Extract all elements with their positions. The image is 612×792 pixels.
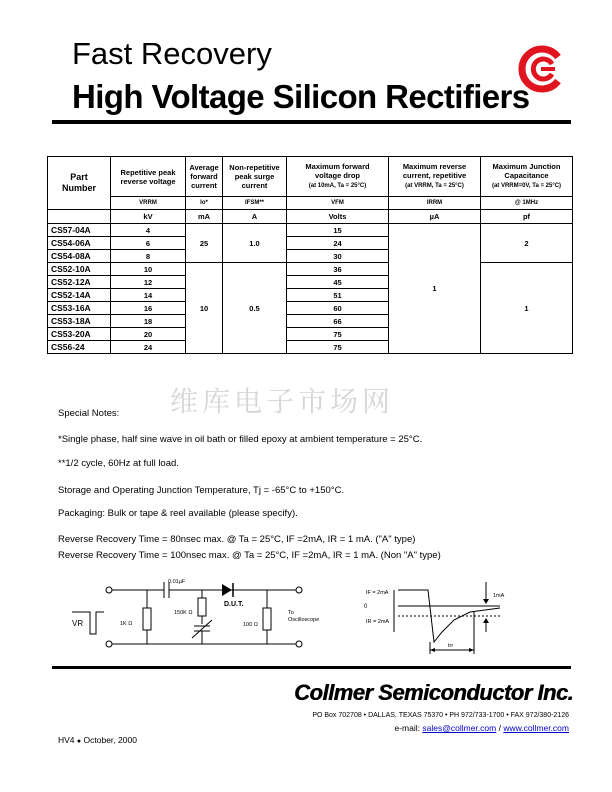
watermark: 维库电子市场网 — [170, 385, 395, 418]
unit-a: A — [223, 210, 287, 224]
cap-label: 0.01µF — [168, 579, 186, 585]
if-label: IF = 2mA — [366, 590, 389, 596]
unit-ua: µA — [389, 210, 481, 224]
note-rr-a: Reverse Recovery Time = 80nsec max. @ Ta = 25°C, IF =2mA, IR = 1 mA. ("A" type) — [58, 534, 416, 545]
cap-group-a: 2 — [481, 224, 573, 263]
r1-label: 1K Ω — [120, 621, 133, 627]
recovery-waveform — [362, 576, 522, 658]
io-group-a: 25 — [186, 224, 223, 263]
sym-vrrm: VRRM — [111, 197, 186, 210]
header-vf: Maximum forward voltage drop (at 10mA, Ta = 25°C) — [287, 157, 389, 197]
ifsm-group-a: 1.0 — [223, 224, 287, 263]
table-row: CS52-14A 14 51 — [48, 289, 573, 302]
table-row: CS53-18A 18 66 — [48, 315, 573, 328]
unit-ma: mA — [186, 210, 223, 224]
company-name: Collmer Semiconductor Inc. — [294, 680, 574, 705]
table-row: CS53-20A 20 75 — [48, 328, 573, 341]
table-row: CS52-12A 12 45 — [48, 276, 573, 289]
zero-label: 0 — [364, 604, 368, 610]
ir-label: IR = 2mA — [366, 619, 390, 625]
title-line-1: Fast Recovery — [72, 36, 272, 71]
table-row: CS57-04A 4 25 1.0 15 1 2 — [48, 224, 573, 237]
header-cap: Maximum Junction Capacitance (at VRRM=0V, Ta = 25°C) — [481, 157, 573, 197]
header-surge: Non-repetitive peak surge current — [223, 157, 287, 197]
header-part: Part Number — [48, 157, 111, 210]
note-2: **1/2 cycle, 60Hz at full load. — [58, 458, 179, 469]
sym-cap: @ 1MHz — [481, 197, 573, 210]
header-rev-voltage: Repetitive peak reverse voltage — [111, 157, 186, 197]
contact-separator: / — [498, 723, 501, 733]
doc-date: October, 2000 — [83, 735, 137, 745]
table-row: CS53-16A 16 60 — [48, 302, 573, 315]
title-line-2: High Voltage Silicon Rectifiers — [72, 78, 530, 115]
unit-pf: pf — [481, 210, 573, 224]
company-address: PO Box 702708 • DALLAS, TEXAS 75370 • PH 972/733-1700 • FAX 972/380-2126 — [312, 712, 569, 719]
header-avg-current: Average forward current — [186, 157, 223, 197]
io-group-b: 10 — [186, 263, 223, 354]
header-ir: Maximum reverse current, repetitive (at VRRM, Ta = 25°C) — [389, 157, 481, 197]
unit-volts: Volts — [287, 210, 389, 224]
table-row: CS52-10A 10 10 0.5 36 1 — [48, 263, 573, 276]
unit-kv: kV — [111, 210, 186, 224]
note-packaging: Packaging: Bulk or tape & reel available (please specify). — [58, 508, 298, 519]
trr-label: trr — [448, 643, 454, 649]
ir-all: 1 — [389, 224, 481, 354]
website-link[interactable]: www.collmer.com — [503, 723, 569, 733]
contact-line — [395, 723, 570, 733]
note-temp: Storage and Operating Junction Temperature, Tj = -65°C to +150°C. — [58, 485, 345, 496]
sym-io: Io* — [186, 197, 223, 210]
collmer-logo-icon — [517, 44, 567, 94]
cap-group-b: 1 — [481, 263, 573, 354]
notes-heading: Special Notes: — [58, 408, 120, 419]
document-footer — [58, 735, 137, 745]
sym-ifsm: IFSM** — [223, 197, 287, 210]
r2-label: 150K Ω — [174, 610, 193, 616]
bullet-icon: ● — [76, 738, 82, 745]
email-label: e-mail: — [394, 723, 421, 733]
spec-table — [47, 156, 573, 354]
one-ma-label: 1mA — [493, 593, 505, 599]
sym-irrm: IRRM — [389, 197, 481, 210]
test-circuit-diagram — [60, 574, 350, 656]
scope-label-2: Oscilloscope — [288, 617, 320, 623]
scope-label-1: To — [288, 610, 294, 616]
dut-label: D.U.T. — [224, 601, 244, 608]
note-1: *Single phase, half sine wave in oil bath or filled epoxy at ambient temperature = 25°C. — [58, 434, 423, 445]
table-row: CS56-24 24 75 — [48, 341, 573, 354]
note-rr-non-a: Reverse Recovery Time = 100nsec max. @ Ta = 25°C, IF =2mA, IR = 1 mA. (Non "A" type) — [58, 550, 441, 561]
table-row: CS54-06A 6 24 — [48, 237, 573, 250]
footer-rule — [52, 666, 571, 669]
table-row: CS54-08A 8 30 — [48, 250, 573, 263]
ifsm-group-b: 0.5 — [223, 263, 287, 354]
doc-code: HV4 — [58, 735, 75, 745]
header-rule — [52, 120, 571, 124]
vr-label: VR — [72, 619, 84, 628]
email-link[interactable]: sales@collmer.com — [422, 723, 497, 733]
sym-vfm: VFM — [287, 197, 389, 210]
r3-label: 100 Ω — [243, 622, 258, 628]
